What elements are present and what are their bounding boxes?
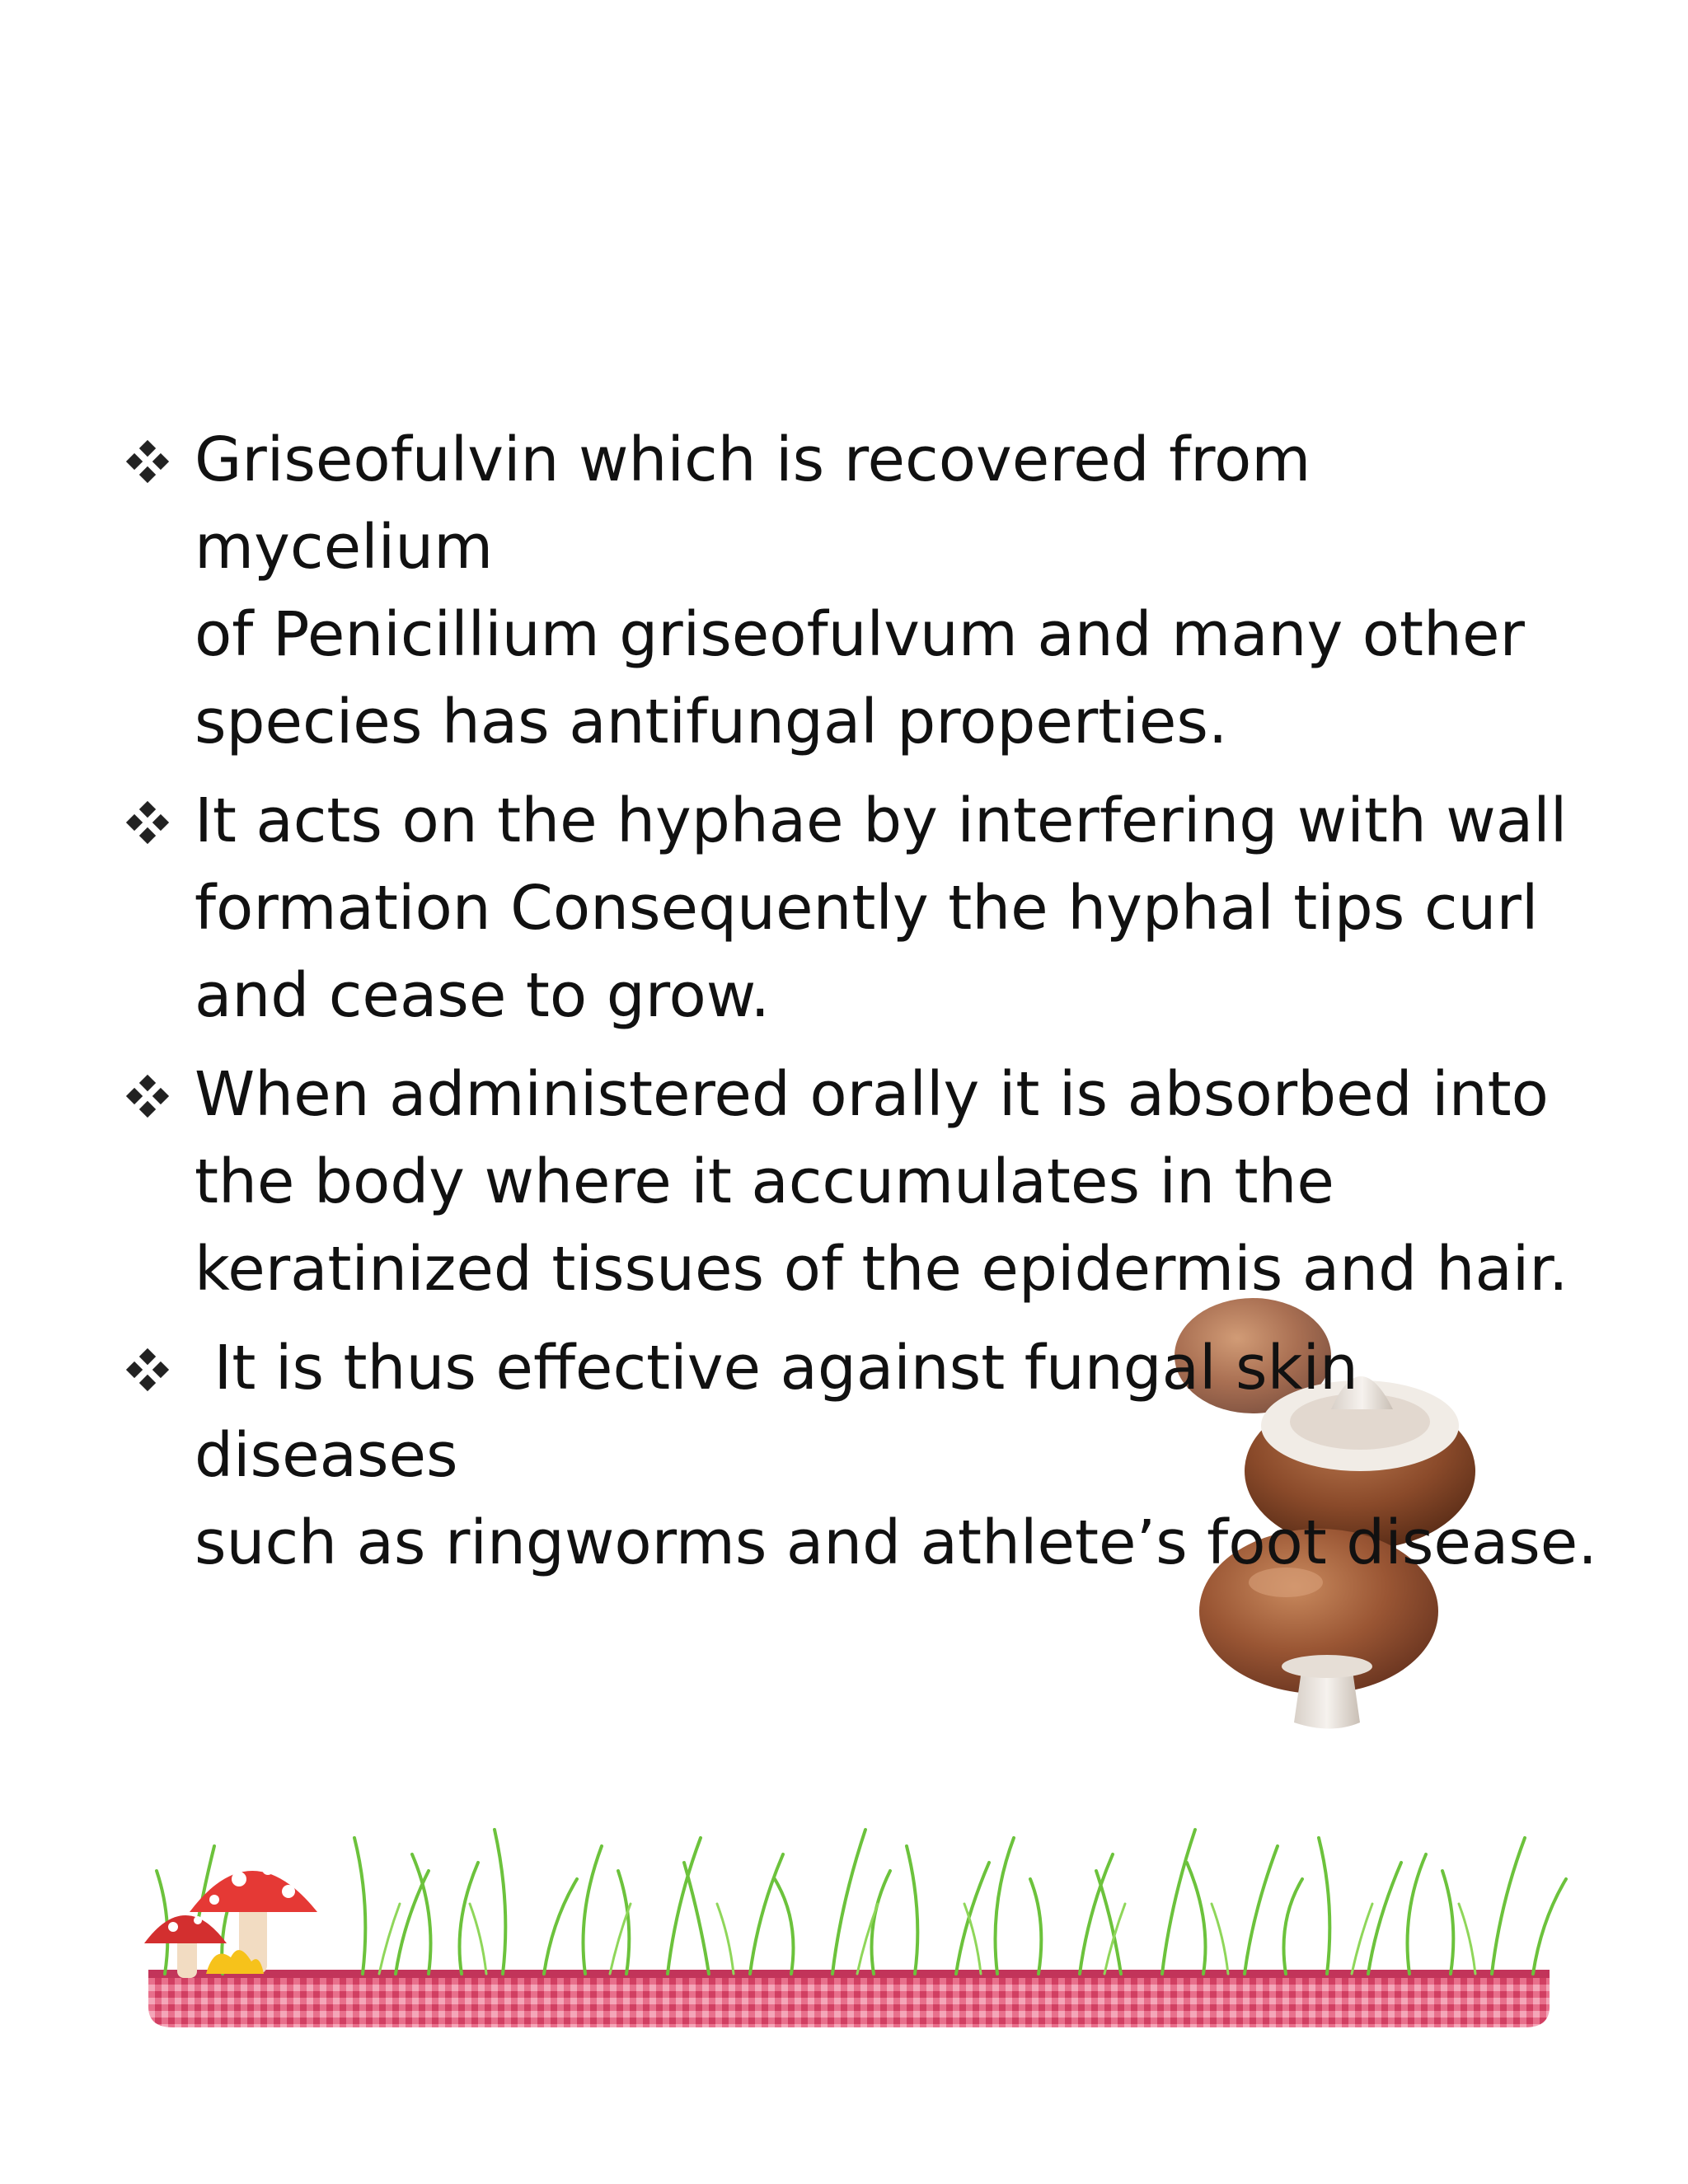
bullet-list <box>124 416 1607 1586</box>
bullet-text: It is thus effective against fungal skin diseases such as ringworms and athlete’s foot disease. <box>195 1333 1597 1578</box>
bullet-text: Griseofulvin which is recovered from mycelium of Penicillium griseofulvum and many other species has antifungal properties. <box>195 424 1525 757</box>
bullet-item <box>124 1051 1607 1313</box>
grass-and-red-mushrooms-banner <box>115 1780 1582 2044</box>
diamond-dots-bullet-icon <box>124 799 171 846</box>
bullet-text: When administered orally it is absorbed into the body where it accumulates in the keratinized tissues of the epidermis and hair. <box>195 1059 1568 1305</box>
bullet-item <box>124 1324 1607 1586</box>
diamond-dots-bullet-icon <box>124 1072 171 1120</box>
diamond-dots-bullet-icon <box>124 438 171 485</box>
diamond-dots-bullet-icon <box>124 1346 171 1394</box>
bullet-text: It acts on the hyphae by interfering with wall formation Consequently the hyphal tips curl and cease to grow. <box>195 785 1568 1031</box>
bullet-item <box>124 416 1607 766</box>
bullet-item <box>124 777 1607 1039</box>
